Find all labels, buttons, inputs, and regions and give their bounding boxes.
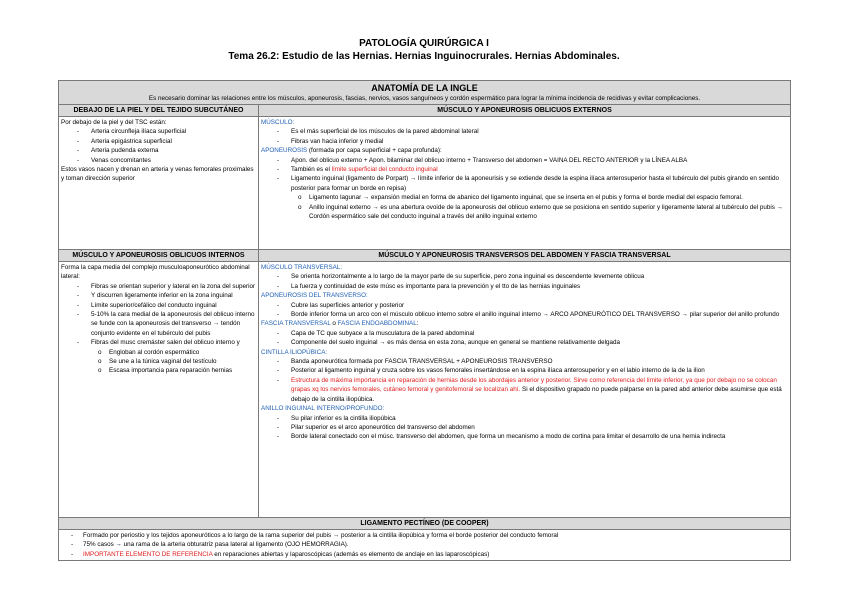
sub-list-item: o Anillo inguinal externo → es una abertura ovoide de la aponeurosis del oblicuo externo que se posiciona en sentido superior y ligeramente lateral al tubérculo del pubis → Cordón espermático sale del conducto inguinal a través del anillo inguinal externo [298,203,783,221]
list-item: - Cubre las superficies anterior y posterior [277,301,405,309]
cooper-section-header: LIGAMENTO PECTÍNEO (DE COOPER) [59,518,791,530]
list-item: - 5-10% la cara medial de la aponeurosis del oblicuo interno se funde con la aponeurosis del transverso → tendón conjunto evidente en el tubérculo del pubis [77,311,255,337]
transverse-section [259,262,791,518]
list-item: - También es el límite superficial del conducto inguinal [277,166,438,174]
document-header [0,37,848,63]
list-item: - Y discurren ligeramente inferior en la zona inguinal [77,292,233,300]
list-item: - Se orienta horizontalmente a lo largo de la mayor parte de su superficie, pero zona inguinal es descendente levemente oblicua [277,273,645,281]
list-item: - Formado por periostio y los tejidos aponeuróticos a lo largo de la rama superior del pubis → posterior a la cintilla iliopúbica y forma el borde posterior del conducto femoral [71,532,559,539]
transverse-apo-label: APONEUROSIS DEL TRANSVERSO: [261,292,368,300]
anatomy-intro: Es necesario dominar las relaciones entre los músculos, aponeurosis, fascias, nervios, vasos sanguíneos y cordón espermático para lograr la mínima incidencia de recidivas y evitar complicaciones. [148,95,701,102]
external-apo-heading: APONEUROSIS (formada por capa superficial + capa profunda): [261,147,442,155]
sub-list-item: o Ligamento lagunar → expansión medial en forma de abanico del ligamento inguinal, que se inserta en el pubis y forma el borde medial del espacio femoral. [298,194,743,202]
list-item: - Su pilar inferior es la cintilla iliopúbica [277,414,396,422]
internal-section [59,262,259,518]
skin-note: Estos vasos nacen y drenan en arteria y venas femorales proximales y toman dirección superior [61,166,254,183]
skin-section [59,117,259,250]
external-section-header: MÚSCULO Y APONEUROSIS OBLICUOS EXTERNOS [259,105,791,117]
document-title: PATOLOGÍA QUIRÚRGICA I [359,38,489,49]
list-item: - Componente del suelo inguinal → es más densa en esta zona, aunque en general se mantiene relativamente delgada [277,339,621,347]
sub-list-item: o Se une a la túnica vaginal del testículo [98,358,217,366]
list-item: - Arteria epigástrica superficial [77,137,172,145]
skin-section-header: DEBAJO DE LA PIEL Y DEL TEJIDO SUBCUTÁNEO [59,105,259,117]
list-item: - Fibras se orientan superior y lateral en la zona del superior [77,282,256,290]
list-item: - Apon. del oblicuo externo + Apon. bilaminar del oblicuo interno + Transverso del abdomen = VAINA DEL RECTO ANTERIOR y la LÍNEA ALBA [277,156,688,164]
list-item: - Es el más superficial de los músculos de la pared abdominal lateral [277,128,479,136]
internal-section-header: MÚSCULO Y APONEUROSIS OBLICUOS INTERNOS [59,250,259,262]
list-item: - IMPORTANTE ELEMENTO DE REFERENCIA en reparaciones abiertas y laparoscópicas (además es elemento de anclaje en las laparoscópicas) [71,550,490,558]
list-item: - La fuerza y continuidad de este músc es importante para la prevención y el tto de las hernias inguinales [277,282,581,290]
list-item: - Venas concomitantes [77,156,151,164]
list-item: - Límite superior/cefálico del conducto inguinal [77,301,217,309]
cintilla-label: CINTILLA ILIOPÚBICA: [261,348,328,356]
list-item: - Capa de TC que subyace a la musculatura de la pared abdominal [277,329,475,337]
transverse-muscle-label: MÚSCULO TRANSVERSAL: [261,264,343,271]
transverse-section-header: MÚSCULO Y APONEUROSIS TRANSVERSOS DEL ABDOMEN Y FASCIA TRANSVERSAL [259,250,791,262]
list-item: - 75% casos → una rama de la arteria obturatriz pasa lateral al ligamento (OJO HEMORRAGIA). [71,541,349,549]
ring-label: ANILLO INGUINAL INTERNO/PROFUNDO: [261,405,385,413]
external-section [259,117,791,250]
list-item: - Arteria pudenda externa [77,147,159,155]
fascia-label: FASCIA TRANSVERSAL o FASCIA ENDOABDOMINAL: [261,320,419,328]
list-item: - Pilar superior es el arco aponeurótico del transverso del abdomen [277,423,475,431]
sub-list-item: o Engloban al cordón espermático [98,348,200,356]
internal-lead: Forma la capa media del complejo musculoaponeurótico abdominal lateral: [61,264,250,281]
list-item: - Borde inferior forma un arco con el músculo oblicuo interno sobre el anillo inguinal interno → ARCO APONEURÓTICO DEL TRANSVERSO → pilar superior del anillo profundo [277,311,780,319]
external-muscle-label: MÚSCULO: [261,119,295,126]
document-subtitle: Tema 26.2: Estudio de las Hernias. Hernias Inguinocrurales. Hernias Abdominales. [228,51,620,62]
anatomy-title: ANATOMÍA DE LA INGLE [371,83,478,93]
list-item: - Estructura de máxima importancia en reparación de hernias desde los abordajes anterior y posterior. Sirve como referencia del límite inferior, ya que por debajo no se colocan grapas xq los nervios femorales, cutáneo femoral y genitofemoral se localizan ahí. Si el dispositivo grapado no puede palparse en la pared abd anterior debe asumirse que está debajo de la cintilla iliopúbica. [277,376,782,403]
skin-lead: Por debajo de la piel y del TSC están: [61,119,167,126]
cooper-section [59,530,791,561]
list-item: - Ligamento inguinal (ligamento de Porpart) → límite inferior de la aponeurisis y se extiende desde la espina ilíaca anterosuperior hasta el tubérculo del pubis girando en sentido posterior para formar un borde en repisa) [277,175,779,192]
list-item: - Banda aponeurótica formada por FASCIA TRANSVERSAL + APONEUROSIS TRANSVERSO [277,358,553,366]
anatomy-header [59,81,791,105]
list-item: - Fibras del musc cremáster salen del oblicuo interno y [77,339,240,347]
list-item: - Borde lateral conectado con el músc. transverso del abdomen, que forma un mecanismo a modo de cortina para limitar el desarrollo de una hernia indirecta [277,433,726,441]
anatomy-table [58,80,791,561]
list-item: - Arteria circunfleja ilíaca superficial [77,128,187,136]
sub-list-item: o Escasa importancia para reparación hernias [98,367,233,375]
list-item: - Posterior al ligamento inguinal y cruza sobre los vasos femorales insertándose en la espina ilíaca anterosuperior y en el labio interno de la de la ilion [277,367,705,375]
list-item: - Fibras van hacia inferior y medial [277,137,384,145]
skin-list [61,127,256,165]
